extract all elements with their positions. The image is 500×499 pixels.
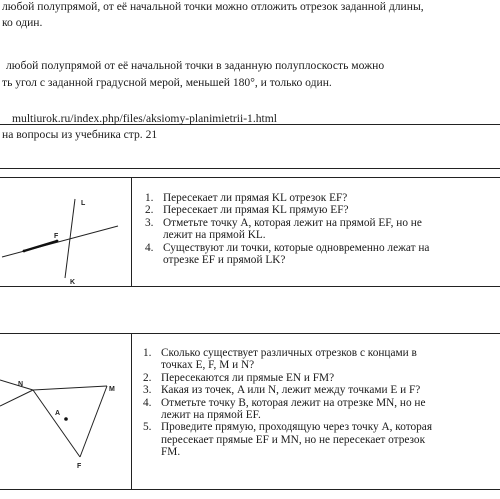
question-number: 3. bbox=[145, 216, 154, 229]
table2-questions bbox=[143, 347, 432, 459]
question-item bbox=[145, 192, 429, 204]
question-number: 5. bbox=[143, 421, 152, 434]
label-k: K bbox=[70, 279, 76, 286]
question-item bbox=[145, 204, 429, 216]
table1-top-border bbox=[0, 124, 500, 125]
question-text: Отметьте точку B, которая лежит на отрезке MN, но не bbox=[161, 396, 426, 409]
label-f: F bbox=[54, 233, 59, 240]
task-heading: на вопросы из учебника стр. 21 bbox=[2, 128, 158, 141]
question-text-cont: лежит на прямой KL. bbox=[163, 229, 266, 242]
line-ne-extension bbox=[0, 390, 33, 406]
question-text-cont: отрезке EF и прямой LK? bbox=[163, 254, 286, 267]
line-kl bbox=[65, 199, 75, 278]
line-en bbox=[0, 380, 33, 390]
segment-nm bbox=[33, 386, 107, 390]
question-item bbox=[145, 217, 429, 242]
question-item bbox=[143, 372, 432, 384]
segment-nf bbox=[33, 390, 80, 457]
question-item bbox=[145, 242, 429, 267]
table2-bottom-border bbox=[0, 489, 500, 490]
label-n: N bbox=[18, 381, 24, 388]
point-a bbox=[64, 417, 68, 421]
question-number: 2. bbox=[143, 371, 152, 384]
segment-mf bbox=[80, 386, 107, 457]
intro-line-3: любой полупрямой от её начальной точки в заданную полуплоскость можно bbox=[6, 59, 385, 72]
question-item bbox=[143, 397, 432, 422]
question-text: Пересекаются ли прямые EN и FM? bbox=[161, 371, 335, 384]
label-m: M bbox=[109, 386, 115, 393]
table1-questions bbox=[145, 192, 429, 266]
table1-end-border bbox=[0, 286, 500, 287]
figure-lines-kl-ef bbox=[0, 177, 131, 286]
figure-triangle-nmf bbox=[0, 333, 131, 489]
label-f: F bbox=[77, 463, 82, 470]
question-item bbox=[143, 421, 432, 458]
question-number: 4. bbox=[143, 396, 152, 409]
question-number: 4. bbox=[145, 241, 154, 254]
question-text-cont: пересекает прямые EF и MN, но не пересекает отрезок bbox=[161, 433, 426, 446]
question-text: Сколько существует различных отрезков с концами в bbox=[161, 347, 417, 359]
question-number: 1. bbox=[145, 192, 154, 204]
label-a: A bbox=[55, 410, 61, 417]
label-l: L bbox=[81, 200, 86, 207]
intro-line-2: ко один. bbox=[2, 16, 43, 29]
table1-column-divider bbox=[131, 177, 132, 286]
question-item bbox=[143, 384, 432, 396]
question-text-cont: точках E, F, M и N? bbox=[161, 359, 255, 372]
source-link[interactable]: multiurok.ru/index.php/files/aksiomy-planimietrii-1.html bbox=[12, 112, 278, 125]
question-text: Пересекает ли прямая KL отрезок EF? bbox=[163, 192, 348, 204]
question-text: Отметьте точку A, которая лежит на прямой EF, но не bbox=[163, 216, 422, 229]
point-e bbox=[23, 250, 26, 253]
question-text: Существуют ли точки, которые одновременно лежат на bbox=[163, 241, 430, 254]
question-number: 1. bbox=[143, 347, 152, 359]
question-text: Проведите прямую, проходящую через точку A, которая bbox=[161, 421, 433, 434]
segment-ef bbox=[24, 241, 57, 251]
question-number: 3. bbox=[143, 384, 152, 397]
point-f bbox=[56, 240, 59, 243]
question-item bbox=[143, 347, 432, 372]
question-text-cont: лежит на прямой EF. bbox=[161, 409, 261, 422]
question-text: Какая из точек, A или N, лежит между точками E и F? bbox=[161, 384, 421, 397]
question-text-cont: FM. bbox=[161, 446, 181, 459]
intro-line-1: любой полупрямой, от её начальной точки можно отложить отрезок заданной длины, bbox=[2, 0, 424, 13]
question-number: 2. bbox=[145, 204, 154, 217]
table1-header-border bbox=[0, 168, 500, 169]
intro-line-4: ть угол с заданной градусной мерой, меньшей 180°, и только один. bbox=[2, 76, 332, 89]
question-text: Пересекает ли прямая KL прямую EF? bbox=[163, 204, 349, 217]
table2-column-divider bbox=[131, 333, 132, 489]
line-ef bbox=[2, 226, 118, 257]
